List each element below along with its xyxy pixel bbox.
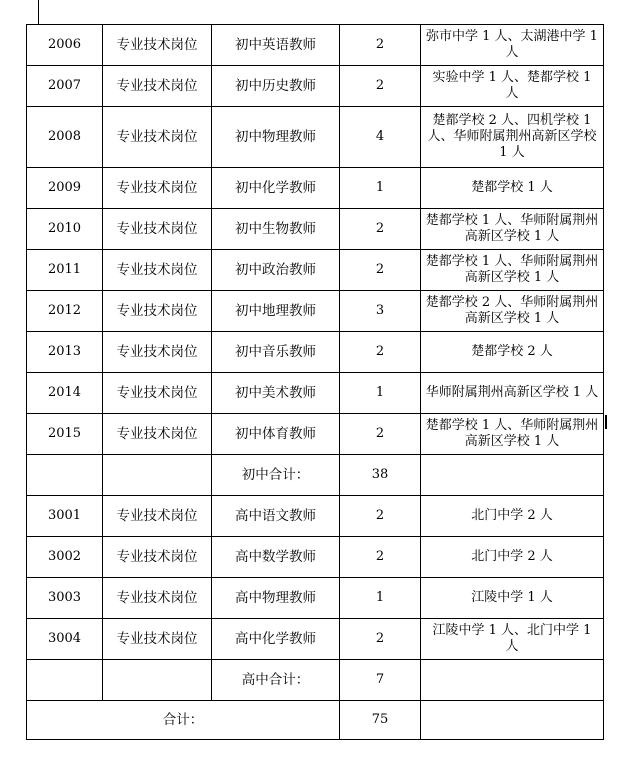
subtotal-count: 38 (340, 455, 421, 496)
table-row (27, 332, 604, 373)
post-code: 2007 (27, 66, 103, 107)
post-note: 北门中学 2 人 (421, 537, 604, 578)
empty-cell (421, 660, 604, 701)
post-code: 3004 (27, 619, 103, 660)
post-note: 楚都学校 2 人、四机学校 1 人、华师附属荆州高新区学校 1 人 (421, 107, 604, 168)
table-row (27, 25, 604, 66)
post-count: 2 (340, 332, 421, 373)
recruitment-table (26, 24, 604, 740)
table-row (27, 578, 604, 619)
post-category: 专业技术岗位 (103, 107, 212, 168)
post-code: 2015 (27, 414, 103, 455)
empty-cell (27, 660, 103, 701)
post-code: 2013 (27, 332, 103, 373)
post-position: 初中音乐教师 (212, 332, 340, 373)
subtotal-row-high (27, 660, 604, 701)
table-row (27, 291, 604, 332)
column-border-fragment (38, 0, 39, 24)
post-count: 3 (340, 291, 421, 332)
table-row (27, 66, 604, 107)
post-note: 华师附属荆州高新区学校 1 人 (421, 373, 604, 414)
post-position: 初中美术教师 (212, 373, 340, 414)
post-code: 2010 (27, 209, 103, 250)
post-note: 弥市中学 1 人、太湖港中学 1 人 (421, 25, 604, 66)
empty-cell (103, 455, 212, 496)
post-category: 专业技术岗位 (103, 168, 212, 209)
empty-cell (27, 455, 103, 496)
table-row (27, 168, 604, 209)
post-count: 2 (340, 66, 421, 107)
subtotal-label: 初中合计： (212, 455, 340, 496)
table-row (27, 619, 604, 660)
post-code: 2011 (27, 250, 103, 291)
post-note: 江陵中学 1 人、北门中学 1 人 (421, 619, 604, 660)
post-category: 专业技术岗位 (103, 250, 212, 291)
post-category: 专业技术岗位 (103, 291, 212, 332)
post-category: 专业技术岗位 (103, 66, 212, 107)
post-count: 2 (340, 496, 421, 537)
post-position: 初中政治教师 (212, 250, 340, 291)
text-cursor (605, 415, 607, 429)
post-position: 初中物理教师 (212, 107, 340, 168)
post-note: 楚都学校 1 人、华师附属荆州高新区学校 1 人 (421, 209, 604, 250)
total-count: 75 (340, 701, 421, 740)
subtotal-row-middle (27, 455, 604, 496)
post-count: 2 (340, 619, 421, 660)
post-note: 北门中学 2 人 (421, 496, 604, 537)
table-row (27, 250, 604, 291)
post-category: 专业技术岗位 (103, 578, 212, 619)
post-code: 2012 (27, 291, 103, 332)
post-position: 高中数学教师 (212, 537, 340, 578)
subtotal-label: 高中合计： (212, 660, 340, 701)
post-code: 3002 (27, 537, 103, 578)
post-note: 楚都学校 2 人、华师附属荆州高新区学校 1 人 (421, 291, 604, 332)
post-category: 专业技术岗位 (103, 496, 212, 537)
total-label: 合计： (27, 701, 340, 740)
post-category: 专业技术岗位 (103, 25, 212, 66)
post-note: 楚都学校 1 人、华师附属荆州高新区学校 1 人 (421, 414, 604, 455)
table-row (27, 107, 604, 168)
post-note: 楚都学校 1 人 (421, 168, 604, 209)
post-position: 初中地理教师 (212, 291, 340, 332)
post-note: 楚都学校 2 人 (421, 332, 604, 373)
table-row (27, 537, 604, 578)
post-position: 高中化学教师 (212, 619, 340, 660)
post-category: 专业技术岗位 (103, 373, 212, 414)
post-position: 初中生物教师 (212, 209, 340, 250)
post-count: 1 (340, 578, 421, 619)
post-code: 3001 (27, 496, 103, 537)
post-code: 2009 (27, 168, 103, 209)
table-row (27, 496, 604, 537)
post-code: 3003 (27, 578, 103, 619)
empty-cell (103, 660, 212, 701)
post-count: 4 (340, 107, 421, 168)
post-code: 2008 (27, 107, 103, 168)
table-row (27, 373, 604, 414)
post-note: 实验中学 1 人、楚都学校 1 人 (421, 66, 604, 107)
post-note: 江陵中学 1 人 (421, 578, 604, 619)
post-category: 专业技术岗位 (103, 209, 212, 250)
subtotal-count: 7 (340, 660, 421, 701)
post-count: 2 (340, 250, 421, 291)
post-position: 初中英语教师 (212, 25, 340, 66)
post-code: 2014 (27, 373, 103, 414)
post-position: 初中体育教师 (212, 414, 340, 455)
post-category: 专业技术岗位 (103, 619, 212, 660)
post-category: 专业技术岗位 (103, 414, 212, 455)
post-position: 高中物理教师 (212, 578, 340, 619)
post-count: 1 (340, 373, 421, 414)
post-position: 初中化学教师 (212, 168, 340, 209)
post-category: 专业技术岗位 (103, 537, 212, 578)
post-position: 初中历史教师 (212, 66, 340, 107)
table-row (27, 209, 604, 250)
post-count: 2 (340, 414, 421, 455)
post-code: 2006 (27, 25, 103, 66)
post-count: 1 (340, 168, 421, 209)
post-note: 楚都学校 1 人、华师附属荆州高新区学校 1 人 (421, 250, 604, 291)
empty-cell (421, 701, 604, 740)
post-count: 2 (340, 209, 421, 250)
empty-cell (421, 455, 604, 496)
post-position: 高中语文教师 (212, 496, 340, 537)
post-count: 2 (340, 537, 421, 578)
total-row (27, 701, 604, 740)
post-category: 专业技术岗位 (103, 332, 212, 373)
table-row (27, 414, 604, 455)
post-count: 2 (340, 25, 421, 66)
